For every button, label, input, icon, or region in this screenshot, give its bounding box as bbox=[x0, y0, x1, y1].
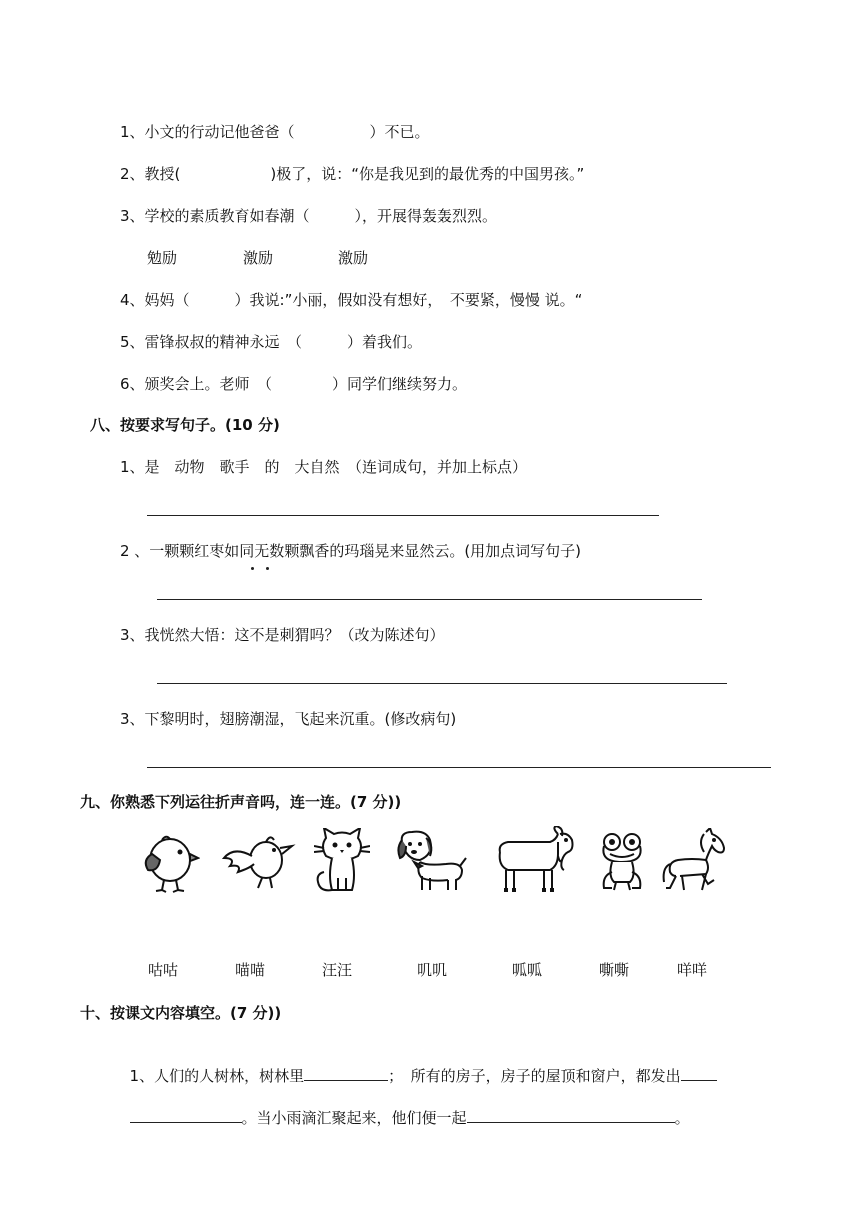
emphasis-dot bbox=[251, 567, 254, 570]
question-8-2: 2 、一颗颗红枣如同无数颗飘香的玛瑙晃来显然云。(用加点词写句子) bbox=[120, 542, 582, 560]
question-8-3: 3、我恍然大悟：这不是刺猬吗？（改为陈述句） bbox=[120, 626, 445, 644]
question-10-1-line1 bbox=[120, 1045, 717, 1086]
question-8-1: 1、是 动物 歌手 的 大自然 （连词成句，并加上标点） bbox=[120, 458, 528, 476]
question-7-2: 2、教授( )极了，说：“你是我见到的最优秀的中国男孩。” bbox=[120, 165, 585, 183]
sound-label-6[interactable]: 嘶嘶 bbox=[599, 961, 630, 979]
sound-label-2[interactable]: 喵喵 bbox=[235, 961, 266, 979]
blank-10-1-c[interactable] bbox=[467, 1107, 675, 1123]
answer-line-8-2[interactable] bbox=[157, 599, 702, 600]
sound-label-7[interactable]: 咩咩 bbox=[677, 961, 708, 979]
sound-label-3[interactable]: 汪汪 bbox=[322, 961, 353, 979]
section-9-heading: 九、你熟悉下列运往折声音吗，连一连。(7 分)) bbox=[80, 793, 402, 811]
word-option-1: 勉励 bbox=[147, 249, 178, 267]
question-7-5: 5、雷锋叔叔的精神永远 （ ）着我们。 bbox=[120, 333, 423, 351]
blank-10-1-b-end[interactable] bbox=[130, 1107, 242, 1123]
question-10-1-part2: ； 所有的房子，房子的屋顶和窗户，都发出 bbox=[388, 1067, 681, 1085]
blank-10-1-b-start[interactable] bbox=[681, 1065, 717, 1081]
question-10-1-part4: 。 bbox=[674, 1109, 690, 1127]
sound-label-5[interactable]: 呱呱 bbox=[512, 961, 543, 979]
horse-icon bbox=[662, 828, 728, 896]
sound-label-4[interactable]: 叽叽 bbox=[417, 961, 448, 979]
question-10-1-line2 bbox=[120, 1087, 690, 1128]
question-7-6: 6、颁奖会上。老师 （ ）同学们继续努力。 bbox=[120, 375, 468, 393]
question-8-4: 3、下黎明时，翅膀潮湿，飞起来沉重。(修改病句) bbox=[120, 710, 457, 728]
question-7-3: 3、学校的素质教育如春潮（ ），开展得轰轰烈烈。 bbox=[120, 207, 498, 225]
sound-label-1[interactable]: 咕咕 bbox=[148, 961, 179, 979]
dog-icon bbox=[396, 828, 468, 894]
question-10-1-part3: 。当小雨滴汇聚起来，他们便一起 bbox=[241, 1109, 467, 1127]
word-option-3: 激励 bbox=[338, 249, 369, 267]
bird-icon bbox=[222, 830, 296, 892]
word-option-2: 激励 bbox=[243, 249, 274, 267]
section-8-heading: 八、按要求写句子。(10 分) bbox=[90, 416, 280, 434]
frog-icon bbox=[598, 832, 646, 892]
blank-10-1-a[interactable] bbox=[304, 1065, 388, 1081]
emphasis-dot bbox=[266, 567, 269, 570]
question-7-4: 4、妈妈（ ）我说:”小丽，假如没有想好， 不要紧，慢慢 说。“ bbox=[120, 291, 583, 309]
section-10-heading: 十、按课文内容填空。(7 分)) bbox=[80, 1004, 282, 1022]
answer-line-8-4[interactable] bbox=[147, 767, 771, 768]
question-7-1: 1、小文的行动记他爸爸（ ）不已。 bbox=[120, 123, 430, 141]
answer-line-8-1[interactable] bbox=[147, 515, 659, 516]
cat-icon bbox=[314, 828, 370, 896]
question-10-1-part1: 1、人们的人树林，树林里 bbox=[129, 1067, 305, 1085]
answer-line-8-3[interactable] bbox=[157, 683, 727, 684]
chick-icon bbox=[140, 830, 200, 894]
goat-icon bbox=[494, 826, 576, 896]
